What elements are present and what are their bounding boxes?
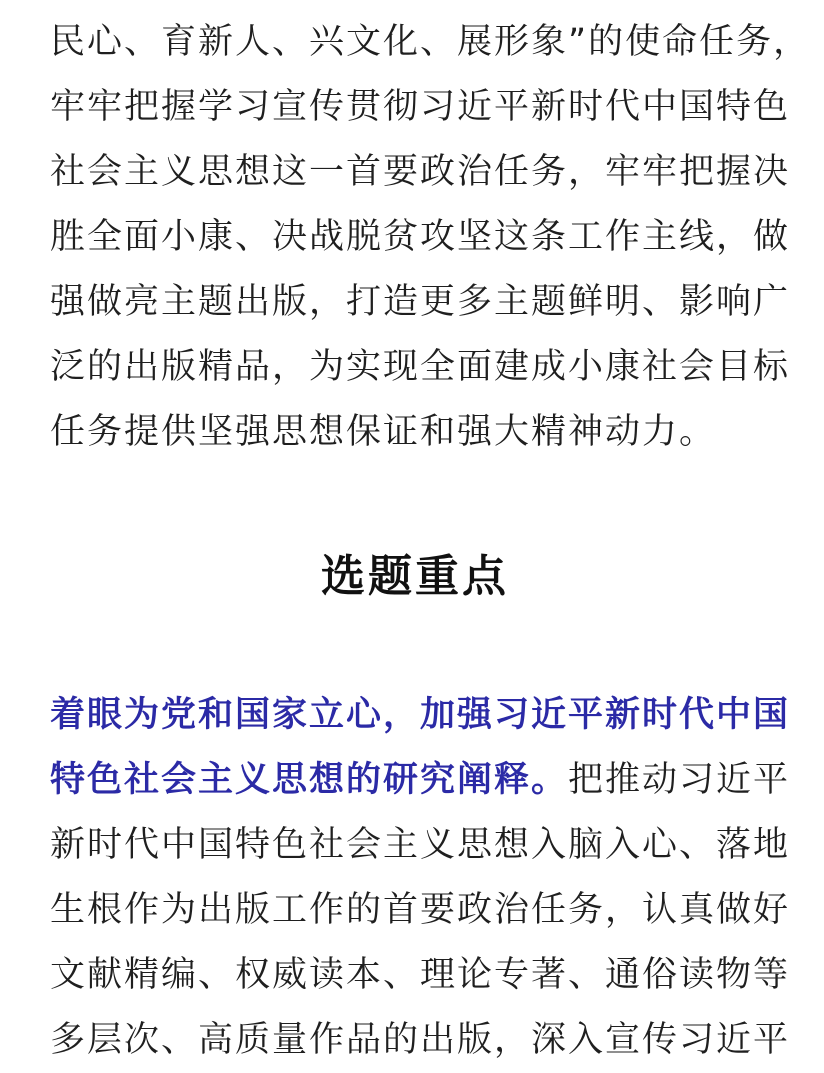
- section-heading: 选题重点: [321, 551, 509, 602]
- paragraph-line: 社会主义思想这一首要政治任务，牢牢把握决: [50, 152, 791, 192]
- paragraph-line: 强做亮主题出版，打造更多主题鲜明、影响广: [50, 282, 791, 322]
- paragraph-line: 生根作为出版工作的首要政治任务，认真做好: [50, 890, 791, 930]
- paragraph-line: 牢牢把握学习宣传贯彻习近平新时代中国特色: [50, 87, 791, 127]
- highlight-text: 特色社会主义思想的研究阐释。: [50, 760, 569, 800]
- paragraph-line: 多层次、高质量作品的出版，深入宣传习近平: [50, 1020, 791, 1060]
- body-text: 把推动习近平: [568, 760, 791, 800]
- article-body: [50, 10, 811, 1073]
- focus-paragraph: [50, 683, 791, 1073]
- intro-paragraph: [50, 10, 811, 465]
- paragraph-line: 文献精编、权威读本、理论专著、通俗读物等: [50, 955, 791, 995]
- paragraph-line: 新时代中国特色社会主义思想入脑入心、落地: [50, 825, 791, 865]
- highlight-text: 着眼为党和国家立心，加强习近平新时代中国: [50, 695, 791, 735]
- paragraph-line: 胜全面小康、决战脱贫攻坚这条工作主线，做: [50, 217, 791, 257]
- paragraph-line: 民心、育新人、兴文化、展形象”的使命任务，: [50, 22, 811, 62]
- paragraph-line: 任务提供坚强思想保证和强大精神动力。: [50, 412, 717, 452]
- paragraph-line: 泛的出版精品，为实现全面建成小康社会目标: [50, 347, 791, 387]
- paragraph-line: [50, 748, 791, 813]
